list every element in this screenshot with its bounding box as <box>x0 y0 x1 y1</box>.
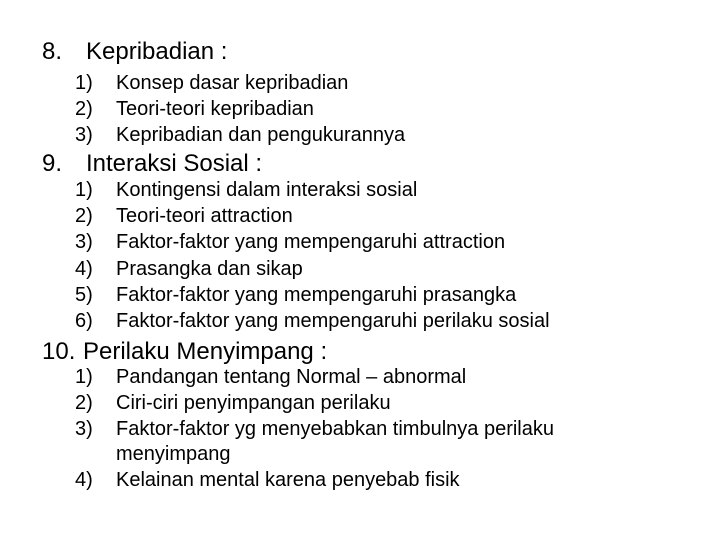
section-number: 9. <box>42 150 63 177</box>
section-title: Kepribadian : <box>86 38 228 65</box>
item-number: 2) <box>75 392 93 414</box>
item-number: 2) <box>75 205 93 227</box>
section-number: 10. <box>42 338 76 365</box>
item-text-continuation: menyimpang <box>116 443 231 465</box>
item-number: 6) <box>75 310 93 332</box>
item-text: Teori-teori attraction <box>116 205 293 227</box>
item-number: 4) <box>75 258 93 280</box>
item-text: Faktor-faktor yang mempengaruhi attraction <box>116 231 506 253</box>
item-text: Kepribadian dan pengukurannya <box>116 124 406 146</box>
item-number: 3) <box>75 124 93 146</box>
item-number: 1) <box>75 179 93 201</box>
section-title: Interaksi Sosial : <box>86 150 263 177</box>
item-text: Kontingensi dalam interaksi sosial <box>116 179 418 201</box>
item-text: Konsep dasar kepribadian <box>116 72 349 94</box>
item-number: 3) <box>75 231 93 253</box>
item-text: Faktor-faktor yang mempengaruhi perilaku sosial <box>116 310 550 332</box>
item-number: 1) <box>75 366 93 388</box>
item-text: Faktor-faktor yg menyebabkan timbulnya perilaku <box>116 418 554 440</box>
item-number: 5) <box>75 284 93 306</box>
item-number: 4) <box>75 469 93 491</box>
item-text: Pandangan tentang Normal – abnormal <box>116 366 467 388</box>
section-title: Perilaku Menyimpang : <box>83 338 328 365</box>
item-text: Teori-teori kepribadian <box>116 98 314 120</box>
item-text: Faktor-faktor yang mempengaruhi prasangka <box>116 284 517 306</box>
item-number: 3) <box>75 418 93 440</box>
item-text: Ciri-ciri penyimpangan perilaku <box>116 392 391 414</box>
item-number: 2) <box>75 98 93 120</box>
item-text: Prasangka dan sikap <box>116 258 303 280</box>
section-number: 8. <box>42 38 63 65</box>
item-number: 1) <box>75 72 93 94</box>
item-text: Kelainan mental karena penyebab fisik <box>116 469 460 491</box>
